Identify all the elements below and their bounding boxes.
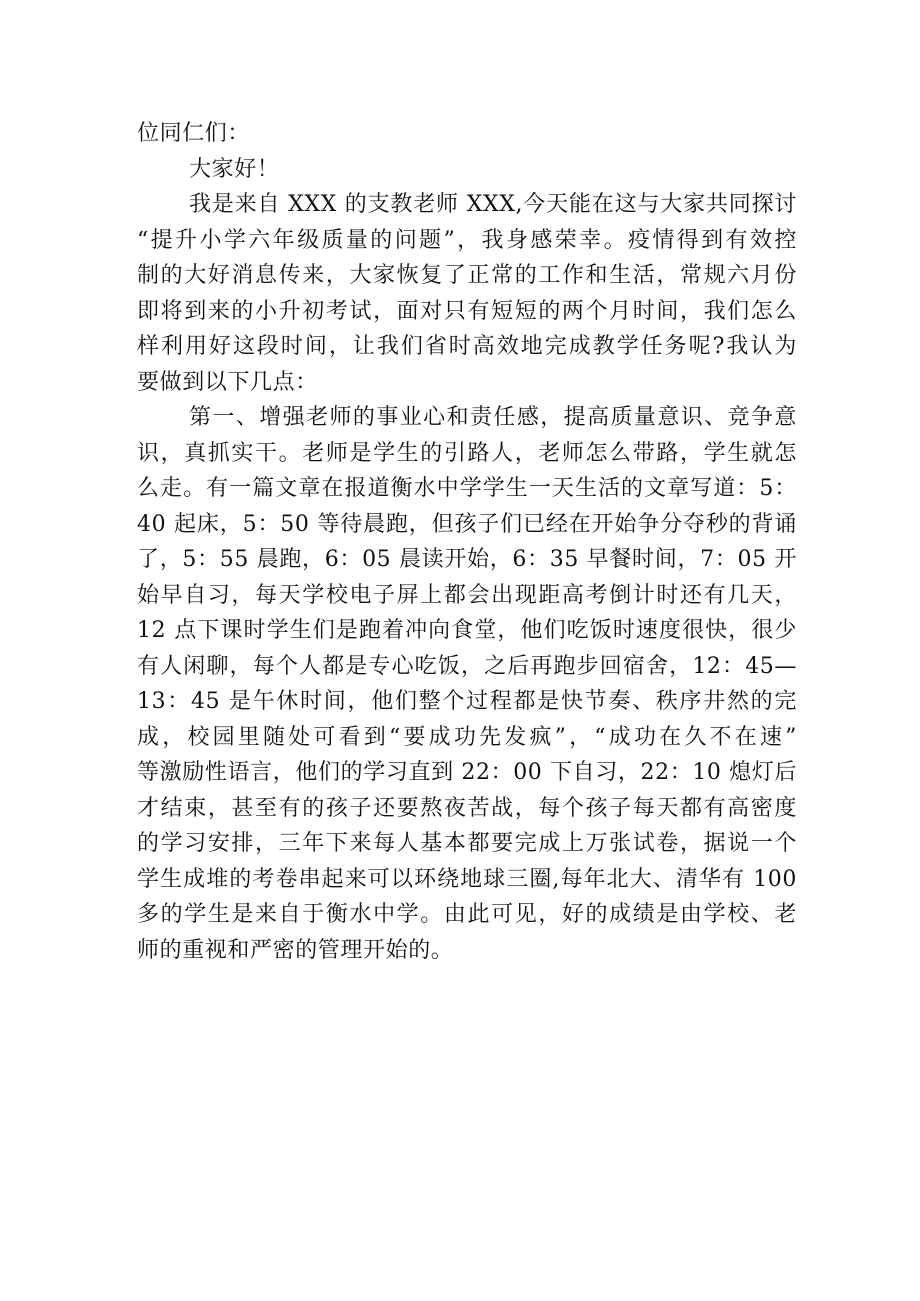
paragraph-line: 等激励性语言，他们的学习直到 22：00 下自习，22：10 熄灯后	[137, 760, 797, 785]
paragraph-line: 有人闲聊，每个人都是专心吃饭，之后再跑步回宿舍，12：45—	[137, 653, 797, 679]
paragraph-line: 的学习安排，三年下来每人基本都要完成上万张试卷，据说一个	[137, 831, 797, 856]
paragraph-line: 师的重视和严密的管理开始的。	[137, 937, 454, 963]
paragraph-line: 40 起床，5：50 等待晨跑，但孩子们已经在开始争分夺秒的背诵	[137, 511, 797, 537]
paragraph-line: 13：45 是午休时间，他们整个过程都是快节奏、秩序井然的完	[137, 689, 797, 714]
paragraph-line: 么走。有一篇文章在报道衡水中学学生一天生活的文章写道：5：	[137, 476, 797, 501]
paragraph-line: 第一、增强老师的事业心和责任感，提高质量意识、竞争意	[189, 405, 797, 430]
salutation: 位同仁们：	[137, 121, 251, 146]
paragraph-line: “提升小学六年级质量的问题”，我身感荣幸。疫情得到有效控	[137, 227, 797, 253]
paragraph-line: 成，校园里随处可看到“要成功先发疯”，“成功在久不在速”	[137, 724, 797, 750]
paragraph-line: 即将到来的小升初考试，面对只有短短的两个月时间，我们怎么	[137, 298, 797, 324]
greeting: 大家好！	[189, 156, 280, 182]
paragraph-line: 始早自习，每天学校电子屏上都会出现距高考倒计时还有几天，	[137, 582, 797, 608]
paragraph-line: 识，真抓实干。老师是学生的引路人，老师怎么带路，学生就怎	[137, 440, 797, 466]
paragraph-line: 学生成堆的考卷串起来可以环绕地球三圈,每年北大、清华有 100	[137, 866, 797, 892]
paragraph-line: 样利用好这段时间，让我们省时高效地完成教学任务呢?我认为	[137, 334, 797, 359]
document-body	[137, 116, 797, 968]
paragraph-line: 我是来自 XXX 的支教老师 XXX,今天能在这与大家共同探讨	[189, 192, 797, 217]
paragraph-first-point	[137, 400, 797, 968]
paragraph-line: 多的学生是来自于衡水中学。由此可见，好的成绩是由学校、老	[137, 902, 797, 927]
paragraph-line: 才结束，甚至有的孩子还要熬夜苦战，每个孩子每天都有高密度	[137, 795, 797, 821]
paragraph-line: 了，5：55 晨跑，6：05 晨读开始，6：35 早餐时间，7：05 开	[137, 547, 797, 572]
paragraph-line: 制的大好消息传来，大家恢复了正常的工作和生活，常规六月份	[137, 263, 797, 288]
paragraph-intro	[137, 187, 797, 400]
paragraph-line: 要做到以下几点：	[137, 369, 318, 395]
paragraph-line: 12 点下课时学生们是跑着冲向食堂，他们吃饭时速度很快，很少	[137, 618, 797, 643]
